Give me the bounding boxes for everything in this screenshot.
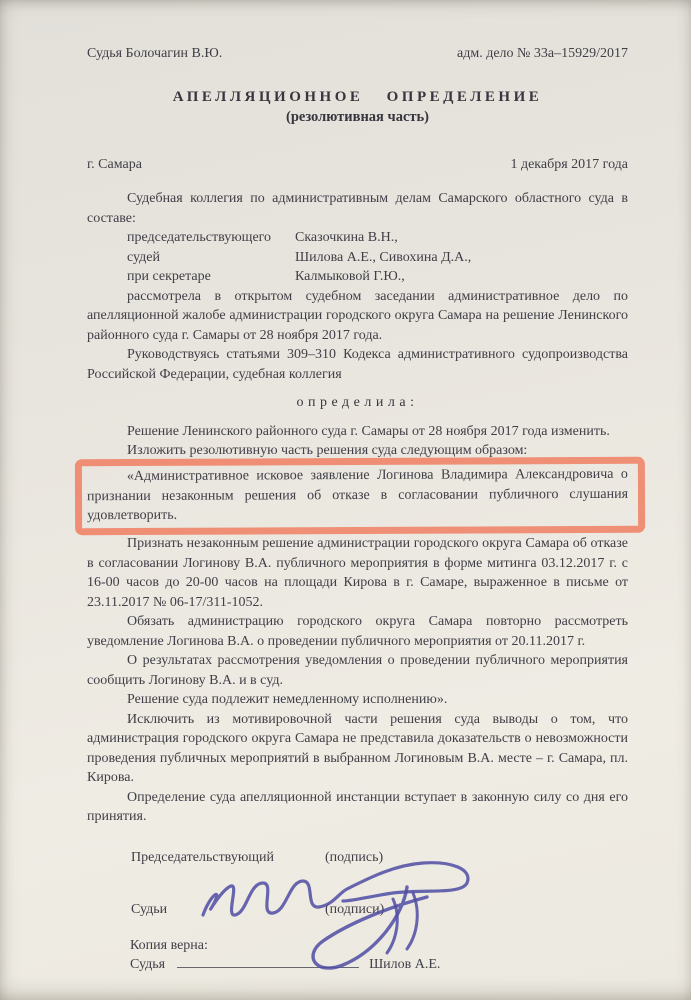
judge-name: Шилов А.Е. [369,957,441,972]
presiding-note: (подпись) [325,849,384,865]
judge-header: Судья Болочагин В.Ю. [87,46,223,61]
composition-row [127,267,628,287]
composition-row [127,248,628,268]
composition-role: судей [127,249,160,265]
paragraph-oblige: Обязать администрацию городского округа Самара повторно рассмотреть уведомление Логинова В.А. о проведении публичного мероприятия от 20.11.2017 г. [87,614,628,649]
composition-row [127,228,628,248]
paragraph-legal-force: Определение суда апелляционной инстанции вступает в законную силу со дня его принятия. [87,789,628,824]
copy-label: Копия верна: [130,937,208,953]
paragraph-guided: Руководствуясь статьями 309–310 Кодекса административного судопроизводства Российской Федерации, судебная коллегия [87,347,628,382]
paragraph-decision-change: Решение Ленинского районного суда г. Самары от 28 ноября 2017 года изменить. [127,423,610,439]
composition-name: Калмыковой Г.Ю., [295,269,405,284]
document-subtitle: (резолютивная часть) [285,109,430,125]
paragraph-inform: О результатах рассмотрения уведомления о проведении публичного мероприятия сообщить Логинову В.А. и в суд. [87,653,628,688]
place-date-row [87,155,628,175]
composition-role: председательствующего [127,230,272,245]
court-composition [127,228,628,287]
paragraph-declare-illegal: Признать незаконным решение администрации городского округа Самара об отказе в согласовании Логинову В.А. публичного мероприятия в форме митинга 03.12.2017 г. с 16-00 часов до 20-00 часов на площади Кирова в г. Самаре, выраженное в письме от 23.11.2017 № 06-17/311-1052. [87,536,628,610]
paragraph-considered: рассмотрела в открытом судебном заседании административное дело по апелляционной жалобе администрации городского округа Самара на решение Ленинского районного суда г. Самары от 28 ноября 2017 года. [87,288,628,343]
document-header [87,44,628,64]
handwritten-signature [175,843,485,988]
highlight-box [75,456,645,534]
paragraph-highlighted: «Административное исковое заявление Логинова Владимира Александровича о признании незаконным решения об отказе в согласовании публичного слушания удовлетворить. [86,466,629,523]
judges-label: Судьи [131,902,168,917]
composition-name: Шилова А.Е., Сивохина Д.А., [295,249,472,265]
paragraph-immediate: Решение суда подлежит немедленному исполнению». [127,692,448,707]
document-title: АПЕЛЛЯЦИОННОЕ ОПРЕДЕЛЕНИЕ [172,88,543,105]
city-label: г. Самара [87,156,142,172]
presiding-label: Председательствующий [131,849,275,865]
judges-note: (подписи) [325,902,385,917]
composition-role: при секретаре [127,269,211,284]
composition-name: Сказочкина В.Н., [295,230,398,245]
judge-label: Судья [130,957,166,972]
paragraph-exclude: Исключить из мотивировочной части решения суда выводы о том, что администрация городского округа Самара не представила доказательств о невозможности проведения публичных мероприятий в выбранном Логиновым В.А. месте – г. Самара, пл. Кирова. [87,711,628,785]
case-number: адм. дело № 33а–15929/2017 [457,46,628,61]
paragraph-intro: Судебная коллегия по административным делам Самарского областного суда в составе: [87,191,628,226]
paragraph-restate: Изложить резолютивную часть решения суда следующим образом: [127,443,528,458]
ruling-word: определила: [296,395,419,410]
date-label: 1 декабря 2017 года [510,156,628,172]
